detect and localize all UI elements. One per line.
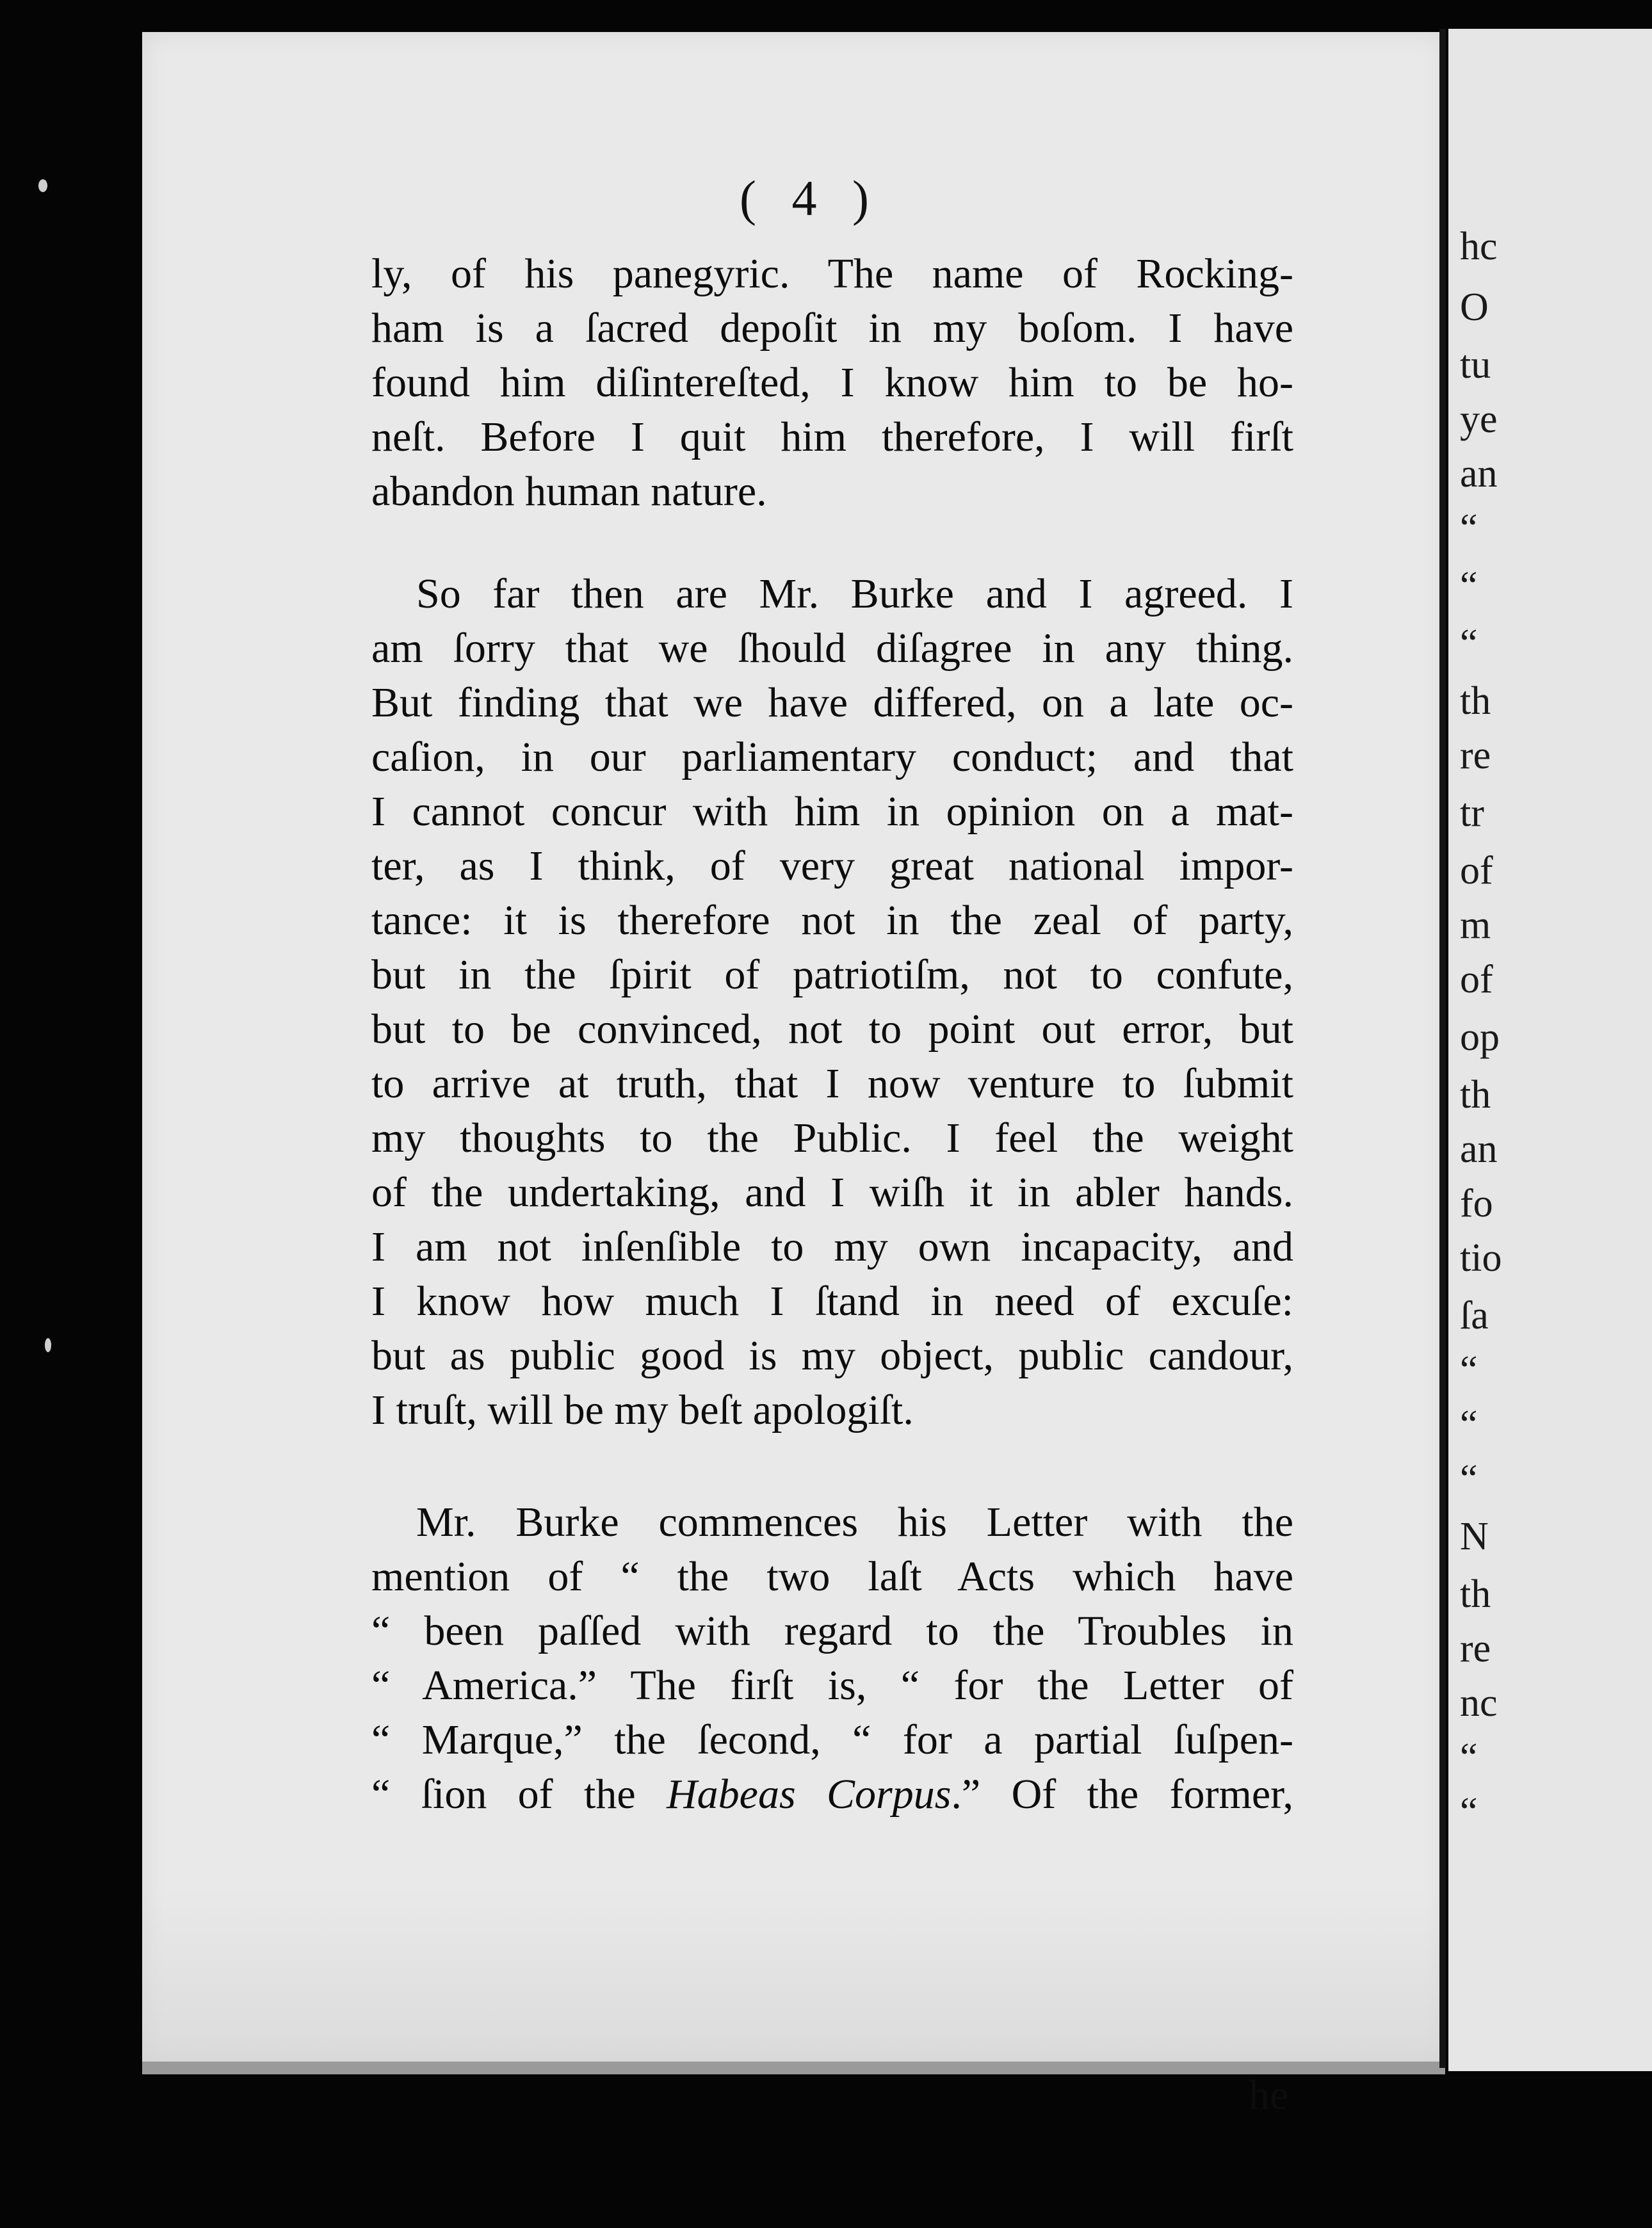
- text-line: but in the ſpirit of patriotiſm, not to confute,: [371, 951, 1293, 998]
- page-number: ( 4 ): [740, 170, 880, 226]
- gutter-divider: [1439, 29, 1446, 2068]
- text-line: but as public good is my object, public candour,: [371, 1332, 1293, 1379]
- text-line: I am not inſenſible to my own incapacity, and: [371, 1223, 1293, 1270]
- paper-speck: [45, 1338, 51, 1352]
- facing-page-fragment: re: [1460, 734, 1491, 777]
- text-line: “ been paſſed with regard to the Troubles in: [371, 1608, 1293, 1654]
- facing-page: [1448, 29, 1652, 2071]
- facing-page-fragment: O: [1460, 286, 1489, 329]
- text-line: “ ſion of the Habeas Corpus.” Of the former,: [371, 1771, 1293, 1818]
- facing-page-fragment: “: [1460, 622, 1478, 665]
- facing-page-fragment: ye: [1460, 398, 1498, 441]
- text-line: caſion, in our parliamentary conduct; and that: [371, 734, 1293, 780]
- text-line: of the undertaking, and I wiſh it in abler hands.: [371, 1169, 1293, 1216]
- facing-page-fragment: “: [1460, 1348, 1478, 1392]
- text-line: tance: it is therefore not in the zeal of party,: [371, 897, 1293, 944]
- facing-page-fragment: “: [1460, 1457, 1478, 1501]
- paragraph-1: [371, 246, 1293, 519]
- text-line: “ America.” The firſt is, “ for the Letter of: [371, 1662, 1293, 1709]
- text-line: mention of “ the two laſt Acts which have: [371, 1553, 1293, 1600]
- facing-page-fragment: N: [1460, 1515, 1489, 1558]
- facing-page-fragment: of: [1460, 958, 1493, 1001]
- facing-page-fragment: tu: [1460, 343, 1491, 387]
- facing-page-fragment: “: [1460, 1736, 1478, 1779]
- facing-page-fragment: ſa: [1460, 1294, 1489, 1337]
- text-line: I truſt, will be my beſt apologiſt.: [371, 1387, 914, 1433]
- text-line: I know how much I ſtand in need of excuſe:: [371, 1278, 1293, 1325]
- facing-page-fragment: m: [1460, 903, 1491, 947]
- paragraph-2: [371, 567, 1293, 1437]
- facing-page-fragment: nc: [1460, 1681, 1498, 1725]
- text-line: So far then are Mr. Burke and I agreed. I: [416, 570, 1293, 617]
- text-line: abandon human nature.: [371, 468, 767, 515]
- text-line: found him diſintereſted, I know him to be ho-: [371, 359, 1293, 406]
- facing-page-fragment: an: [1460, 1127, 1498, 1171]
- text-line: But finding that we have differed, on a late oc-: [371, 679, 1293, 726]
- paper-speck: [38, 179, 47, 192]
- paragraph-3: [371, 1495, 1293, 1821]
- catchword: he: [1249, 2072, 1289, 2119]
- facing-page-fragment: tio: [1460, 1236, 1502, 1280]
- facing-page-fragment: th: [1460, 1073, 1491, 1117]
- text-line: Mr. Burke commences his Letter with the: [416, 1499, 1293, 1546]
- text-line: neſt. Before I quit him therefore, I will firſt: [371, 414, 1293, 460]
- text-line: am ſorry that we ſhould diſagree in any thing.: [371, 625, 1293, 672]
- facing-page-fragment: “: [1460, 506, 1478, 550]
- text-line: ly, of his panegyric. The name of Rocking-: [371, 250, 1293, 297]
- text-line: “ Marque,” the ſecond, “ for a partial ſuſpen-: [371, 1716, 1293, 1763]
- page-bottom-shadow: [142, 1889, 1445, 2062]
- facing-page-fragment: fo: [1460, 1182, 1493, 1225]
- facing-page-fragment: an: [1460, 452, 1498, 496]
- facing-page-fragment: hc: [1460, 225, 1498, 268]
- facing-page-fragment: “: [1460, 1790, 1478, 1834]
- facing-page-fragment: th: [1460, 679, 1491, 723]
- facing-page-fragment: th: [1460, 1572, 1491, 1616]
- text-line: but to be convinced, not to point out error, but: [371, 1006, 1293, 1053]
- text-line: to arrive at truth, that I now venture to ſubmit: [371, 1060, 1293, 1107]
- italic-phrase: Habeas Corpus: [667, 1771, 952, 1818]
- text-line: ter, as I think, of very great national impor-: [371, 843, 1293, 889]
- facing-page-fragment: of: [1460, 849, 1493, 892]
- facing-page-fragment: op: [1460, 1015, 1500, 1059]
- facing-page-fragment: re: [1460, 1627, 1491, 1670]
- text-line: I cannot concur with him in opinion on a mat-: [371, 788, 1293, 835]
- text-line: ham is a ſacred depoſit in my boſom. I have: [371, 305, 1293, 351]
- facing-page-fragment: tr: [1460, 791, 1484, 835]
- facing-page-fragment: “: [1460, 564, 1478, 608]
- facing-page-fragment: “: [1460, 1403, 1478, 1446]
- text-line: my thoughts to the Public. I feel the weight: [371, 1115, 1293, 1161]
